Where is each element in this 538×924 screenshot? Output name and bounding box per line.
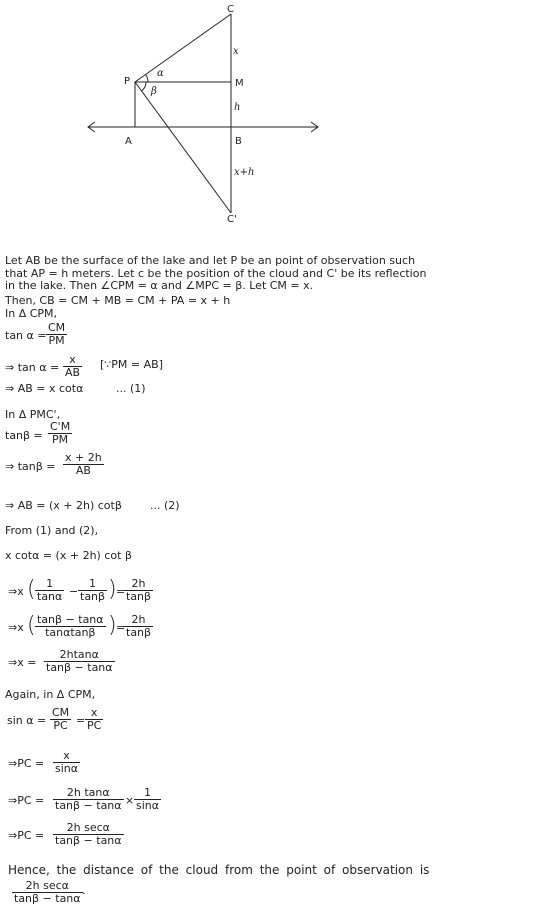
fraction-diff-product <box>35 614 106 639</box>
numerator: CM <box>48 321 66 334</box>
equals-3: = <box>76 714 86 727</box>
numerator: x + 2h <box>65 451 102 464</box>
equals-1: = <box>116 585 126 598</box>
final-period: . <box>82 884 86 897</box>
denominator: tanβ − tanα <box>55 799 122 812</box>
numerator: x <box>90 706 98 719</box>
eq-2-tag: ... (2) <box>150 499 180 512</box>
fraction-final-answer <box>12 880 83 905</box>
tan-beta-lhs: tanβ = <box>5 429 43 442</box>
label-c-prime: C' <box>227 214 237 225</box>
in-cpm-heading: In Δ CPM, <box>5 307 58 320</box>
label-h: h <box>234 102 241 113</box>
label-x: x <box>233 46 239 57</box>
denominator: tanβ − tanα <box>14 892 81 905</box>
fraction-pc-step <box>53 787 124 812</box>
label-a: A <box>125 136 132 147</box>
numerator: 2h secα <box>25 879 69 892</box>
paren-close-2: ) <box>108 613 117 638</box>
denominator: tanβ <box>80 590 106 603</box>
fraction-pc-result <box>53 822 124 847</box>
eq-1-tag: ... (1) <box>116 382 146 395</box>
implies-x-2: ⇒x <box>8 621 24 634</box>
then-cb-line: Then, CB = CM + MB = CM + PA = x + h <box>5 294 231 307</box>
denominator: PM <box>46 334 67 347</box>
hence-line: Hence, the distance of the cloud from the point of observation is <box>8 863 430 877</box>
implies-x-3: ⇒x = <box>8 656 37 669</box>
label-m: M <box>235 78 244 89</box>
fraction-x-pc <box>85 707 103 732</box>
fraction-cm-pc <box>50 707 71 732</box>
ab-xcot-line: ⇒ AB = x cotα <box>5 382 84 395</box>
label-p: P <box>124 76 131 87</box>
label-c: C <box>227 4 234 15</box>
paren-open-1: ( <box>27 577 36 602</box>
fraction-cpm-pm <box>48 421 72 446</box>
numerator: 2htanα <box>59 648 99 661</box>
numerator: CM <box>52 706 70 719</box>
angle-beta-arc <box>142 82 147 91</box>
figure-diagram <box>0 0 538 235</box>
fraction-1-tana <box>35 578 64 603</box>
paren-open-2: ( <box>27 613 36 638</box>
denominator: sinα <box>55 762 79 775</box>
tan-alpha-lhs: tan α = <box>5 329 47 342</box>
minus-sign: − <box>69 585 79 598</box>
numerator: x <box>63 749 70 762</box>
numerator: 2h <box>131 577 146 590</box>
fraction-2h-tanb-1 <box>124 578 153 603</box>
numerator: tanβ − tanα <box>37 613 104 626</box>
line-pc-prime <box>135 82 231 213</box>
denominator: tanαtanβ <box>35 626 106 639</box>
fraction-2h-tanb-2 <box>124 614 153 639</box>
fraction-x-result <box>44 649 115 674</box>
fraction-x-sina <box>53 750 80 775</box>
numerator: 1 <box>144 786 151 799</box>
denominator: sinα <box>136 799 160 812</box>
equals-2: = <box>116 621 126 634</box>
denominator: PM <box>48 433 72 446</box>
pc-lhs-2: ⇒PC = <box>8 794 45 807</box>
numerator: x <box>69 353 76 366</box>
denominator: AB <box>65 366 81 379</box>
since-note: [∵PM = AB] <box>100 358 163 371</box>
times-sign: × <box>125 794 135 807</box>
ab-x2h-line: ⇒ AB = (x + 2h) cotβ <box>5 499 122 512</box>
denominator: tanβ − tanα <box>55 834 122 847</box>
x-cot-equation: x cotα = (x + 2h) cot β <box>5 549 132 562</box>
fraction-x2h-ab <box>63 452 104 477</box>
fraction-1-sina <box>134 787 161 812</box>
numerator: 2h secα <box>66 821 110 834</box>
paren-close-1: ) <box>108 577 117 602</box>
numerator: 1 <box>46 577 54 590</box>
fraction-x-ab <box>63 354 82 379</box>
denominator: tanβ <box>126 590 152 603</box>
denominator: PC <box>87 719 102 732</box>
denominator: PC <box>50 719 71 732</box>
label-alpha: α <box>157 68 164 79</box>
label-b: B <box>235 136 242 147</box>
again-cpm-line: Again, in Δ CPM, <box>5 688 96 701</box>
tan-beta-2-lhs: ⇒ tanβ = <box>5 460 56 473</box>
pc-lhs-3: ⇒PC = <box>8 829 45 842</box>
denominator: AB <box>63 464 104 477</box>
numerator: 1 <box>89 577 97 590</box>
tan-alpha-2-lhs: ⇒ tan α = <box>5 361 60 374</box>
denominator: tanβ <box>126 626 152 639</box>
in-pmc-heading: In Δ PMC', <box>5 408 61 421</box>
fraction-1-tanb <box>78 578 107 603</box>
implies-x-1: ⇒x <box>8 585 24 598</box>
angle-alpha-arc <box>146 75 148 83</box>
denominator: tanβ − tanα <box>46 661 113 674</box>
numerator: 2h <box>131 613 146 626</box>
pc-lhs-1: ⇒PC = <box>8 757 45 770</box>
fraction-cm-pm <box>46 322 67 347</box>
numerator: C'M <box>50 420 71 433</box>
sin-alpha-lhs: sin α = <box>7 714 47 727</box>
numerator: 2h tanα <box>66 786 110 799</box>
denominator: tanα <box>37 590 63 603</box>
label-x-plus-h: x+h <box>234 167 255 178</box>
from-1-2-line: From (1) and (2), <box>5 524 99 537</box>
label-beta: β <box>151 86 157 97</box>
intro-paragraph: Let AB be the surface of the lake and let P be an point of observation such that AP = h meters. Let c be the position of the cloud and C' be its reflection in the lake. Then ∠CPM = α and ∠MPC = β. Let CM = x. <box>5 254 427 292</box>
line-pc <box>135 14 231 82</box>
